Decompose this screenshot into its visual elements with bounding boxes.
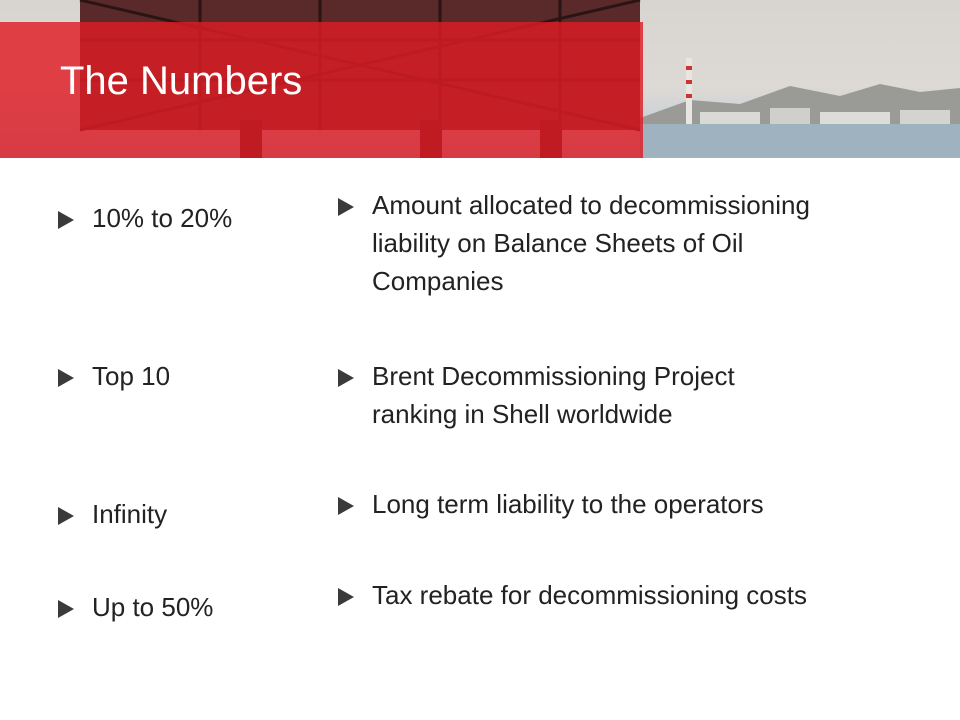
figure-item: [58, 363, 170, 395]
figure-label: 10% to 20%: [92, 203, 233, 233]
triangle-arrow-icon: [58, 211, 74, 229]
figure-label: Up to 50%: [92, 592, 214, 622]
triangle-arrow-icon: [58, 507, 74, 525]
figure-item: [58, 594, 213, 626]
triangle-arrow-icon: [338, 369, 354, 387]
figure-label: Infinity: [92, 499, 168, 529]
figure-label: Top 10: [92, 361, 171, 391]
triangle-arrow-icon: [338, 198, 354, 216]
triangle-arrow-icon: [58, 369, 74, 387]
triangle-arrow-icon: [338, 497, 354, 515]
page-title: The Numbers: [60, 59, 303, 103]
description-item: [338, 582, 807, 614]
figure-item: [58, 501, 167, 533]
description-text: Amount allocated to decommissioning liability on Balance Sheets of Oil Companies: [372, 190, 810, 296]
figure-item: [58, 205, 232, 237]
description-item: [338, 363, 735, 433]
description-text: Brent Decommissioning Project ranking in Shell worldwide: [372, 361, 735, 429]
description-text: Tax rebate for decommissioning costs: [372, 580, 807, 610]
description-item: [338, 192, 810, 300]
triangle-arrow-icon: [338, 588, 354, 606]
header-banner: [0, 0, 960, 158]
description-item: [338, 491, 764, 523]
triangle-arrow-icon: [58, 600, 74, 618]
description-text: Long term liability to the operators: [372, 489, 764, 519]
